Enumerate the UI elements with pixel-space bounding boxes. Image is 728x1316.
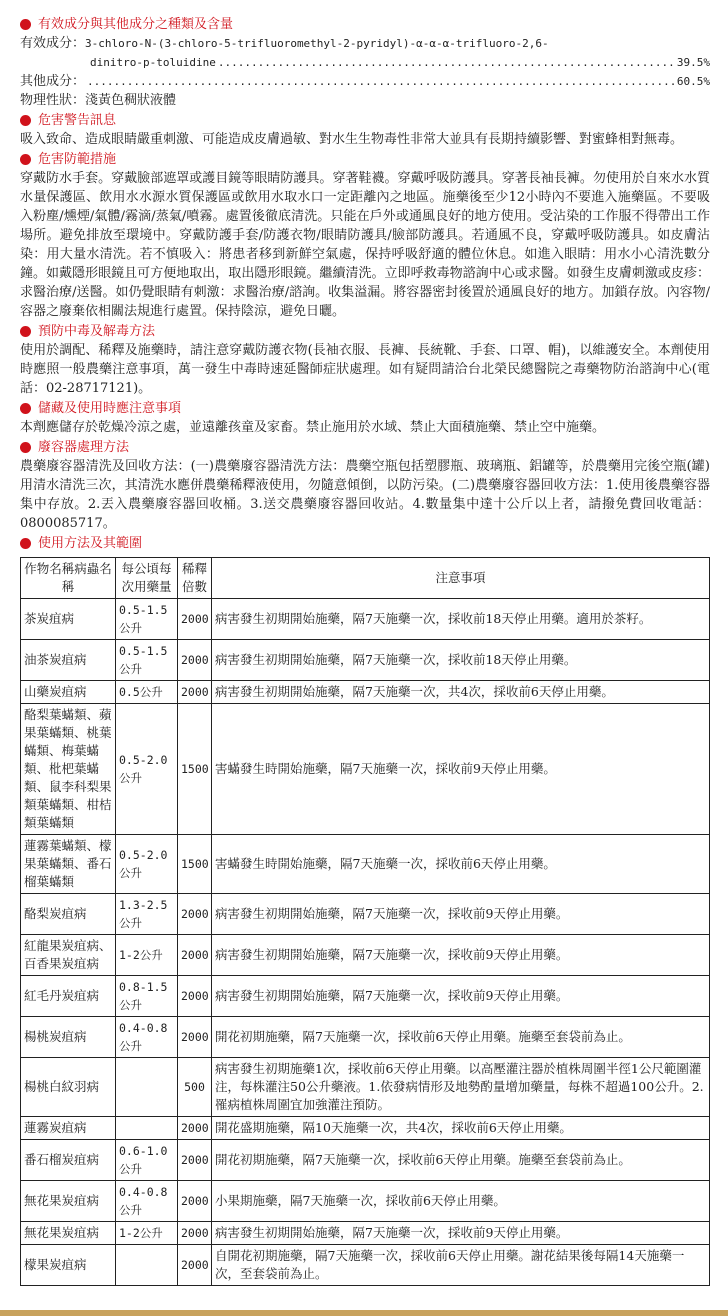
crop-cell: 山藥炭疽病 [21,681,116,704]
crop-cell: 楊桃炭疽病 [21,1017,116,1058]
dilution-cell: 2000 [178,599,212,640]
section-hazard [20,111,710,130]
header-note: 注意事項 [212,558,710,599]
note-cell: 病害發生初期開始施藥，隔7天施藥一次，採收前9天停止用藥。 [212,976,710,1017]
ai-name-line2: dinitro-p-toluidine [90,56,216,69]
section-poison [20,322,710,341]
ai-label: 有效成分： [20,36,86,51]
dilution-cell: 2000 [178,1117,212,1140]
note-cell: 自開花初期施藥，隔7天施藥一次，採收前6天停止用藥。謝花結果後每隔14天施藥一次，至套袋前為止。 [212,1245,710,1286]
physical-row [20,91,710,110]
section-title: 危害防範措施 [38,152,117,167]
dilution-cell: 2000 [178,894,212,935]
dilution-cell: 2000 [178,1140,212,1181]
dose-cell: 1.3-2.5公升 [116,894,178,935]
note-cell: 開花初期施藥，隔7天施藥一次，採收前6天停止用藥。施藥至套袋前為止。 [212,1140,710,1181]
leader-dots [218,53,675,72]
note-cell: 害蟎發生時開始施藥，隔7天施藥一次，採收前6天停止用藥。 [212,835,710,894]
header-crop: 作物名稱病蟲名稱 [21,558,116,599]
dose-cell: 0.4-0.8公升 [116,1017,178,1058]
container-text: 農藥廢容器清洗及回收方法：(一)農藥廢容器清洗方法：農藥空瓶包括塑膠瓶、玻璃瓶、鋁罐等，於農藥用完後空瓶(罐)用清水清洗三次，其清洗水應併農藥稀釋液使用，勿隨意傾倒，以防污染。(二)農藥廢容器回收方法：1.使用後農藥容器集中存放。2.丟入農藥廢容器回收桶。3.送交農藥廢容器回收站。4.數量集中達十公斤以上者，請撥免費回收電話：0800085717。 [20,459,710,531]
bullet-icon [20,403,31,414]
crop-cell: 蓮霧炭疽病 [21,1117,116,1140]
table-row [21,1017,710,1058]
table-row [21,835,710,894]
section-ingredients [20,15,710,34]
dose-cell [116,1117,178,1140]
storage-text: 本劑應儲存於乾燥冷涼之處，並遠離孩童及家畜。禁止施用於水域、禁止大面積施藥、禁止空中施藥。 [20,420,606,435]
header-dose: 每公頃每次用藥量 [116,558,178,599]
precaution-text: 穿戴防水手套。穿戴臉部遮罩或護目鏡等眼睛防護具。穿著鞋襪。穿戴呼吸防護具。穿著長袖長褲。勿使用於自來水水質水量保護區、飲用水水源水質保護區或飲用水取水口一定距離內之地區。施藥後至少12小時內不要進入施藥區。不要吸入粉塵/燻煙/氣體/霧滴/蒸氣/噴霧。處置後徹底清洗。只能在戶外或通風良好的地方使用。受沾染的工作服不得帶出工作場所。避免排放至環境中。穿戴防護手套/防護衣物/眼睛防護具/臉部防護具。若通風不良，穿戴呼吸防護具。如皮膚沾染：用大量水清洗。若不慎吸入：將患者移到新鮮空氣處，保持呼吸舒適的體位休息。如進入眼睛：用水小心清洗數分鐘。如戴隱形眼鏡且可方便地取出，取出隱形眼鏡。繼續清洗。立即呼救毒物諮詢中心或求醫。如發生皮膚刺激或皮疹：求醫治療/送醫。如仍覺眼睛有刺激：求醫治療/諮詢。收集溢漏。將容器密封後置於通風良好的地方。加鎖存放。內容物/容器之廢棄依相關法規進行處置。保持陰涼，避免日曬。 [20,171,710,319]
dose-cell [116,1245,178,1286]
crop-cell: 紅毛丹炭疽病 [21,976,116,1017]
section-title: 危害警告訊息 [38,113,117,128]
crop-cell: 無花果炭疽病 [21,1222,116,1245]
other-percent: 60.5% [676,75,710,88]
table-row [21,1245,710,1286]
section-title: 預防中毒及解毒方法 [38,324,156,339]
active-ingredient-row [20,34,710,53]
ai-percent: 39.5% [676,56,710,69]
section-storage [20,399,710,418]
leader-dots [87,72,675,91]
dilution-cell: 500 [178,1058,212,1117]
bullet-icon [20,19,31,30]
dose-cell: 0.5-2.0公升 [116,704,178,835]
dose-cell: 0.4-0.8公升 [116,1181,178,1222]
table-row [21,681,710,704]
table-row [21,640,710,681]
ai-name-line2-row [20,53,710,72]
crop-cell: 番石榴炭疽病 [21,1140,116,1181]
crop-cell: 蓮霧葉蟎類、檬果葉蟎類、番石榴葉蟎類 [21,835,116,894]
dose-cell: 0.8-1.5公升 [116,976,178,1017]
crop-cell: 油茶炭疽病 [21,640,116,681]
table-row [21,935,710,976]
dilution-cell: 2000 [178,640,212,681]
dilution-cell: 2000 [178,681,212,704]
ai-name-line1: 3-chloro-N-(3-chloro-5-trifluoromethyl-2-pyridyl)-α-α-α-trifluoro-2,6- [85,37,549,50]
note-cell: 小果期施藥，隔7天施藥一次，採收前6天停止用藥。 [212,1181,710,1222]
dilution-cell: 2000 [178,935,212,976]
crop-cell: 無花果炭疽病 [21,1181,116,1222]
crop-cell: 酪梨葉蟎類、蘋果葉蟎類、桃葉蟎類、梅葉蟎類、枇杷葉蟎類、鼠李科梨果類葉蟎類、柑桔類葉蟎類 [21,704,116,835]
usage-table [20,557,710,1286]
note-cell: 病害發生初期開始施藥，隔7天施藥一次，共4次，採收前6天停止用藥。 [212,681,710,704]
other-ingredient-row [20,72,710,91]
table-header-row [21,558,710,599]
table-row [21,1181,710,1222]
note-cell: 病害發生初期開始施藥，隔7天施藥一次，採收前9天停止用藥。 [212,1222,710,1245]
bullet-icon [20,538,31,549]
crop-cell: 紅龍果炭疽病、百香果炭疽病 [21,935,116,976]
note-cell: 病害發生初期開始施藥，隔7天施藥一次，採收前18天停止用藥。 [212,640,710,681]
label-document [20,14,710,1286]
hazard-text: 吸入致命、造成眼睛嚴重刺激、可能造成皮膚過敏、對水生生物毒性非常大並具有長期持續影響、對蜜蜂相對無毒。 [20,132,684,147]
dilution-cell: 2000 [178,1222,212,1245]
bullet-icon [20,154,31,165]
dilution-cell: 2000 [178,1245,212,1286]
note-cell: 害蟎發生時開始施藥，隔7天施藥一次，採收前9天停止用藥。 [212,704,710,835]
bullet-icon [20,115,31,126]
physical-label: 物理性狀： [20,93,86,108]
section-precaution [20,150,710,169]
crop-cell: 檬果炭疽病 [21,1245,116,1286]
crop-cell: 酪梨炭疽病 [21,894,116,935]
bullet-icon [20,326,31,337]
footer-bar [0,1310,728,1316]
note-cell: 病害發生初期施藥1次，採收前6天停止用藥。以高壓灌注器於植株周圍半徑1公尺範圍灌注，每株灌注50公升藥液。1.依發病情形及地勢酌量增加藥量，每株不超過100公升。2.罹病植株周圍宜加強灌注預防。 [212,1058,710,1117]
section-title: 廢容器處理方法 [38,440,130,455]
dose-cell: 0.5-1.5公升 [116,599,178,640]
table-row [21,1117,710,1140]
dose-cell: 0.5公升 [116,681,178,704]
table-row [21,1058,710,1117]
note-cell: 開花盛期施藥，隔10天施藥一次，共4次，採收前6天停止用藥。 [212,1117,710,1140]
bullet-icon [20,442,31,453]
note-cell: 病害發生初期開始施藥，隔7天施藥一次，採收前9天停止用藥。 [212,935,710,976]
note-cell: 病害發生初期開始施藥，隔7天施藥一次，採收前9天停止用藥。 [212,894,710,935]
dilution-cell: 2000 [178,1017,212,1058]
note-cell: 開花初期施藥，隔7天施藥一次，採收前6天停止用藥。施藥至套袋前為止。 [212,1017,710,1058]
section-usage [20,534,710,553]
dose-cell: 0.5-1.5公升 [116,640,178,681]
crop-cell: 茶炭疽病 [21,599,116,640]
poison-text: 使用於調配、稀釋及施藥時，請注意穿戴防護衣物(長袖衣服、長褲、長統靴、手套、口罩、帽)，以維護安全。本劑使用時應照一般農藥注意事項，萬一發生中毒時速延醫師症狀處理。如有疑問請洽台北榮民總醫院之毒藥物防治諮詢中心(電話：02-28717121)。 [20,343,710,396]
table-row [21,1222,710,1245]
section-title: 儲藏及使用時應注意事項 [38,401,182,416]
section-container [20,438,710,457]
table-row [21,976,710,1017]
dilution-cell: 1500 [178,704,212,835]
other-label: 其他成分： [20,74,86,89]
dilution-cell: 2000 [178,976,212,1017]
dose-cell [116,1058,178,1117]
note-cell: 病害發生初期開始施藥，隔7天施藥一次，採收前18天停止用藥。適用於茶籽。 [212,599,710,640]
dose-cell: 1-2公升 [116,935,178,976]
dose-cell: 1-2公升 [116,1222,178,1245]
dose-cell: 0.6-1.0公升 [116,1140,178,1181]
crop-cell: 楊桃白紋羽病 [21,1058,116,1117]
table-row [21,1140,710,1181]
header-dilution: 稀釋倍數 [178,558,212,599]
section-title: 使用方法及其範圍 [38,536,143,551]
section-title: 有效成分與其他成分之種類及含量 [38,17,234,32]
table-row [21,894,710,935]
dilution-cell: 2000 [178,1181,212,1222]
dilution-cell: 1500 [178,835,212,894]
dose-cell: 0.5-2.0公升 [116,835,178,894]
table-row [21,704,710,835]
physical-value: 淺黃色稠狀液體 [85,93,177,108]
table-row [21,599,710,640]
